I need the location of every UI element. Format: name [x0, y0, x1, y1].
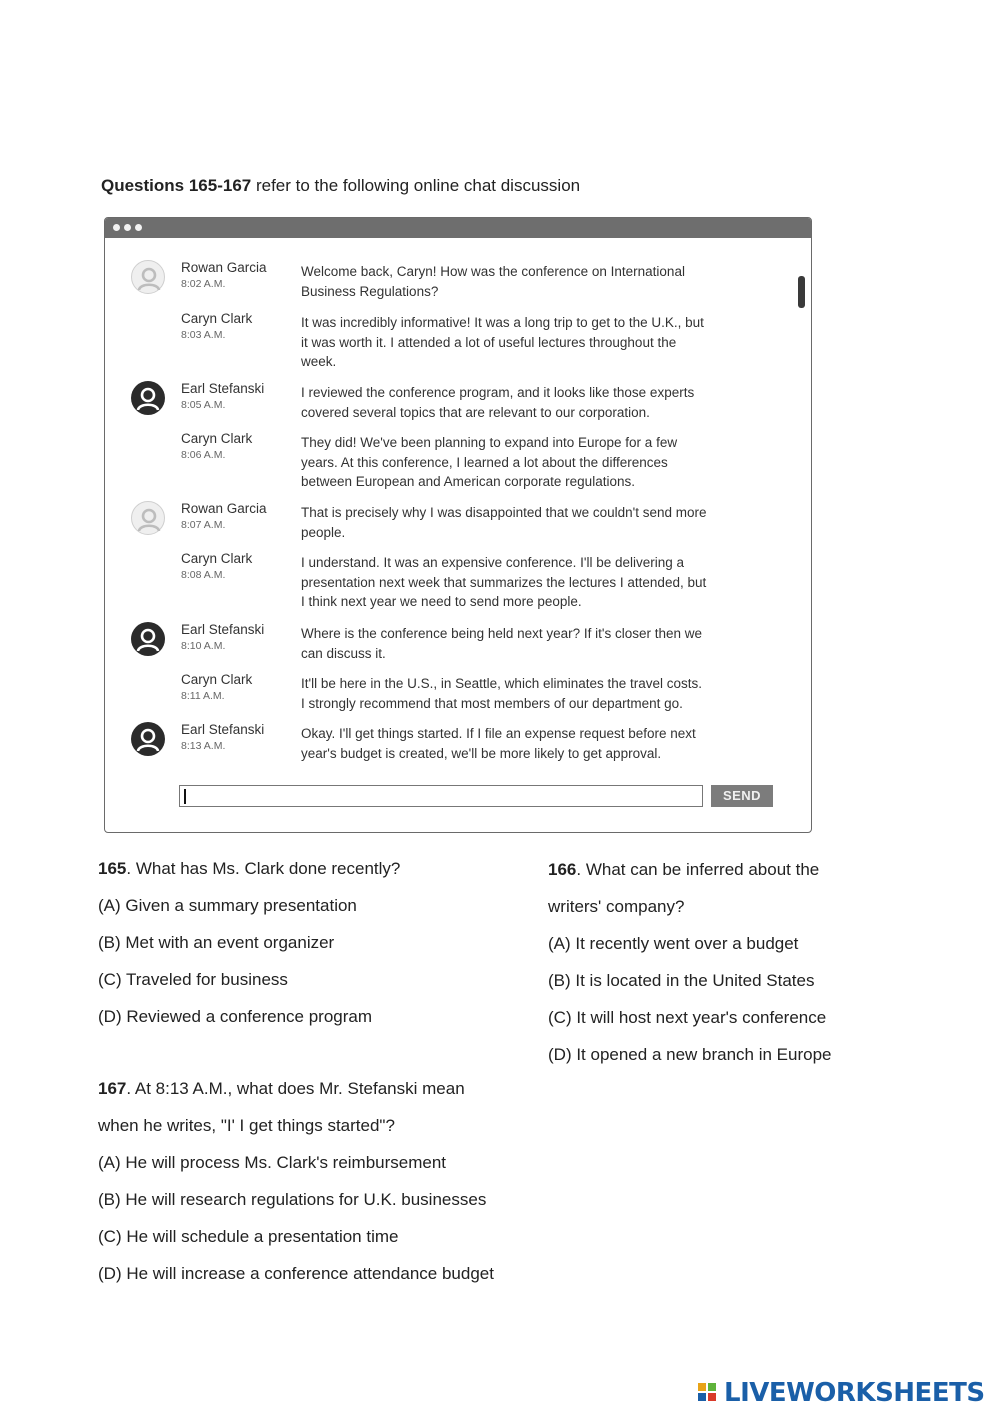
- answer-option[interactable]: (A) It recently went over a budget: [548, 934, 799, 953]
- chat-title-bar: [105, 218, 811, 238]
- message-line: I think next year we need to send more people.: [301, 594, 582, 609]
- message-timestamp: 8:05 A.M.: [181, 399, 226, 411]
- window-dot-icon[interactable]: [113, 224, 120, 231]
- message-timestamp: 8:02 A.M.: [181, 278, 226, 290]
- message-sender: Rowan Garcia: [181, 260, 267, 275]
- message-text: [301, 724, 779, 763]
- message-text: [301, 553, 779, 612]
- logo-grid-icon: [698, 1382, 718, 1404]
- message-sender: Caryn Clark: [181, 551, 253, 566]
- intro-text: refer to the following online chat discussion: [251, 176, 581, 195]
- message-sender: Earl Stefanski: [181, 722, 265, 737]
- answer-option[interactable]: (C) It will host next year's conference: [548, 1008, 827, 1027]
- message-sender: Earl Stefanski: [181, 622, 265, 637]
- passage-intro: [101, 176, 580, 196]
- question-number: 166: [548, 860, 577, 879]
- message-line: it was worth it. I attended a lot of useful lectures throughout the: [301, 334, 677, 350]
- message-line: years. At this conference, I learned a lot about the differences: [301, 454, 668, 470]
- message-line: They did! We've been planning to expand into Europe for a few: [301, 435, 678, 450]
- answer-option[interactable]: (C) He will schedule a presentation time: [98, 1227, 399, 1246]
- message-line: It'll be here in the U.S., in Seattle, which eliminates the travel costs.: [301, 676, 703, 691]
- answer-option[interactable]: (A) Given a summary presentation: [98, 896, 357, 915]
- message-line: Welcome back, Caryn! How was the conference on International: [301, 264, 685, 279]
- user-avatar-icon: [131, 260, 165, 294]
- message-line: can discuss it.: [301, 645, 386, 661]
- intro-question-range: Questions 165-167: [101, 176, 252, 195]
- message-sender: Rowan Garcia: [181, 501, 267, 516]
- message-text: [301, 503, 779, 542]
- question-text: . At 8:13 A.M., what does Mr. Stefanski mean: [126, 1079, 465, 1098]
- message-text: [301, 262, 779, 301]
- message-line: Where is the conference being held next year? If it's closer then we: [301, 626, 703, 641]
- question-stem-continued: writers' company?: [548, 897, 685, 916]
- question-number: 167: [98, 1079, 127, 1098]
- answer-option[interactable]: (A) He will process Ms. Clark's reimbursement: [98, 1153, 447, 1172]
- message-line: I strongly recommend that most members of our department go.: [301, 695, 683, 711]
- message-line: covered several topics that are relevant to our corporation.: [301, 404, 650, 420]
- answer-option[interactable]: (B) He will research regulations for U.K. businesses: [98, 1190, 487, 1209]
- window-dot-icon[interactable]: [135, 224, 142, 231]
- message-line: That is precisely why I was disappointed that we couldn't send more: [301, 505, 707, 520]
- message-line: Okay. I'll get things started. If I file an expense request before next: [301, 726, 696, 741]
- message-line: people.: [301, 524, 346, 540]
- question-stem-continued: when he writes, "I' I get things started"?: [98, 1116, 395, 1135]
- text-cursor: [184, 789, 186, 804]
- question-166: [548, 851, 832, 1073]
- question-165: [98, 850, 400, 1035]
- question-stem: [98, 1070, 494, 1107]
- message-line: I reviewed the conference program, and it looks like those experts: [301, 385, 695, 400]
- answer-option[interactable]: (C) Traveled for business: [98, 970, 288, 989]
- question-number: 165: [98, 859, 127, 878]
- question-stem: [548, 851, 832, 888]
- message-timestamp: 8:10 A.M.: [181, 640, 226, 652]
- chat-scrollbar[interactable]: [798, 276, 805, 308]
- message-text: [301, 624, 779, 663]
- message-sender: Caryn Clark: [181, 672, 253, 687]
- question-167: [98, 1070, 494, 1292]
- send-button[interactable]: SEND: [711, 785, 773, 807]
- message-timestamp: 8:03 A.M.: [181, 329, 226, 341]
- message-text: [301, 383, 779, 422]
- question-text: . What can be inferred about the: [576, 860, 820, 879]
- user-avatar-icon: [131, 722, 165, 756]
- answer-option[interactable]: (B) Met with an event organizer: [98, 933, 335, 952]
- answer-option[interactable]: (D) He will increase a conference attendance budget: [98, 1264, 494, 1283]
- message-line: presentation next week that summarizes the lectures I attended, but: [301, 574, 707, 590]
- message-timestamp: 8:08 A.M.: [181, 569, 226, 581]
- chat-window: [104, 217, 812, 833]
- message-line: week.: [301, 354, 337, 369]
- message-text: [301, 313, 779, 372]
- answer-option[interactable]: (D) Reviewed a conference program: [98, 1007, 373, 1026]
- message-sender: Caryn Clark: [181, 311, 253, 326]
- window-dot-icon[interactable]: [124, 224, 131, 231]
- message-line: It was incredibly informative! It was a long trip to get to the U.K., but: [301, 315, 704, 330]
- liveworksheets-logo[interactable]: [698, 1380, 985, 1406]
- question-text: . What has Ms. Clark done recently?: [126, 859, 401, 878]
- message-line: I understand. It was an expensive conference. I'll be delivering a: [301, 555, 685, 570]
- message-line: year's budget is created, we'll be more likely to get approval.: [301, 745, 662, 761]
- message-sender: Caryn Clark: [181, 431, 253, 446]
- message-line: between European and American corporate regulations.: [301, 474, 635, 489]
- chat-message-input[interactable]: [179, 785, 703, 807]
- user-avatar-icon: [131, 381, 165, 415]
- message-text: [301, 433, 779, 492]
- message-sender: Earl Stefanski: [181, 381, 265, 396]
- message-timestamp: 8:07 A.M.: [181, 519, 226, 531]
- message-line: Business Regulations?: [301, 283, 439, 299]
- answer-option[interactable]: (B) It is located in the United States: [548, 971, 815, 990]
- message-timestamp: 8:06 A.M.: [181, 449, 226, 461]
- logo-text: LIVEWORKSHEETS: [724, 1378, 985, 1408]
- window-controls[interactable]: [113, 224, 142, 231]
- answer-option[interactable]: (D) It opened a new branch in Europe: [548, 1045, 832, 1064]
- message-text: [301, 674, 779, 713]
- user-avatar-icon: [131, 501, 165, 535]
- question-stem: [98, 850, 400, 887]
- message-timestamp: 8:11 A.M.: [181, 690, 225, 702]
- user-avatar-icon: [131, 622, 165, 656]
- message-timestamp: 8:13 A.M.: [181, 740, 226, 752]
